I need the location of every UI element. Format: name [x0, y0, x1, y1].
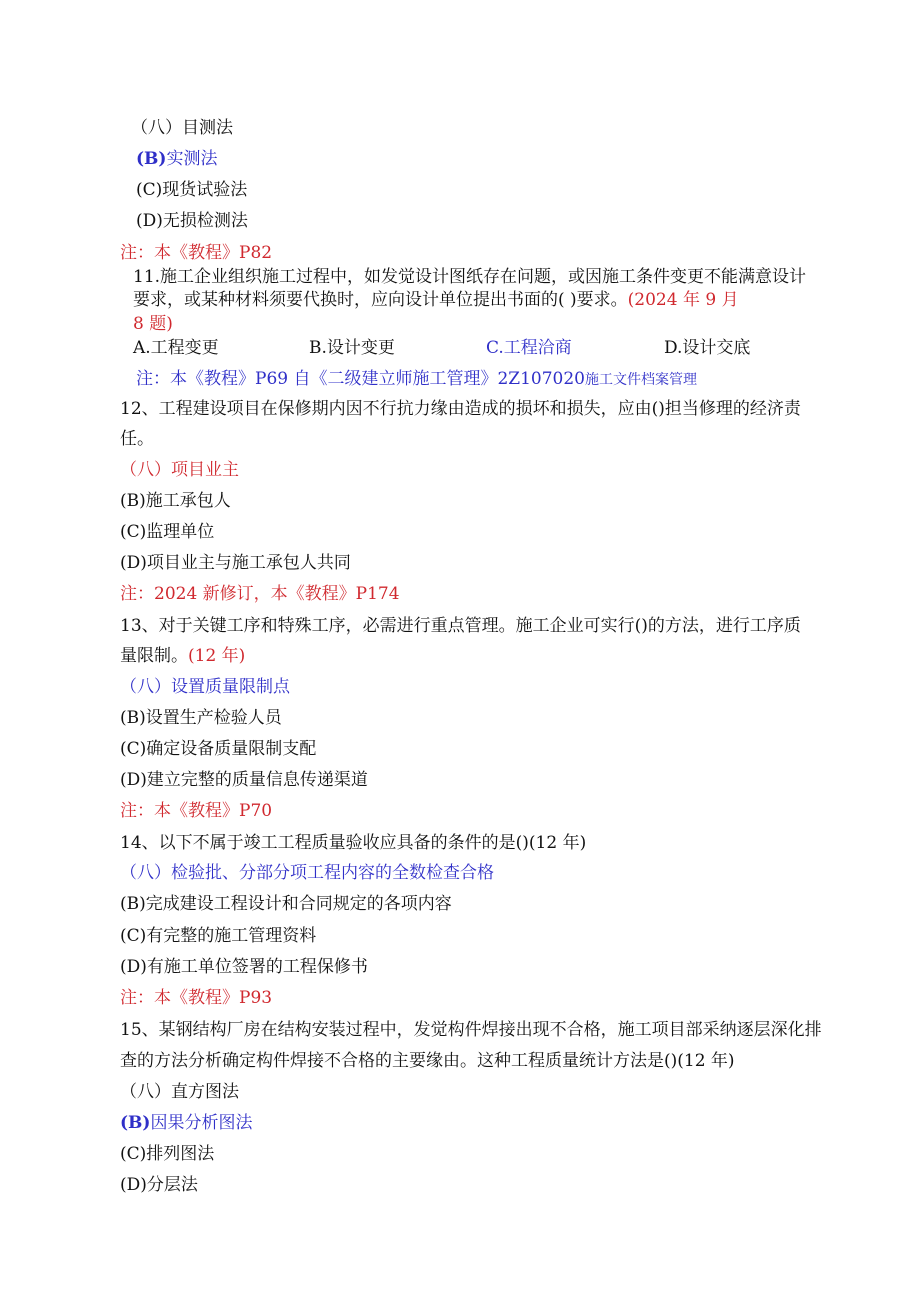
q11-stem-line3: 8 题) — [133, 314, 173, 334]
q14-stem: 14、以下不属于竣工工程质量验收应具备的条件的是()(12 年) — [120, 833, 587, 853]
q15-option-c: (C)排列图法 — [120, 1144, 215, 1164]
q12-stem-line2: 任。 — [120, 429, 154, 449]
q10-option-b-text: 实测法 — [166, 149, 218, 169]
q14-option-b: (B)完成建设工程设计和合同规定的各项内容 — [120, 894, 452, 914]
q12-note: 注：2024 新修订，本《教程》P174 — [120, 584, 400, 604]
q12-option-c: (C)监理单位 — [120, 522, 215, 542]
q11-option-d: D.设计交底 — [664, 338, 751, 358]
q15-option-b-text: 因果分析图法 — [150, 1113, 253, 1133]
q11-note — [136, 368, 697, 391]
q13-stem-line1: 13、对于关键工序和特殊工序，必需进行重点管理。施工企业可实行()的方法，进行工序质 — [120, 616, 801, 636]
q11-note-main: 注：本《教程》P69 自《二级建立师施工管理》2Z107020 — [136, 369, 585, 389]
q14-note: 注：本《教程》P93 — [120, 988, 273, 1008]
q15-option-a: （八）直方图法 — [120, 1082, 239, 1102]
q12-option-a: （八）项目业主 — [120, 460, 239, 480]
q11-option-a: A.工程变更 — [133, 338, 219, 358]
q13-option-d: (D)建立完整的质量信息传递渠道 — [120, 770, 368, 790]
q11-option-b: B.设计变更 — [309, 338, 395, 358]
q10-option-b — [136, 148, 217, 170]
q12-stem-line1: 12、工程建设项目在保修期内因不行抗力缘由造成的损坏和损失，应由()担当修理的经济责 — [120, 399, 801, 419]
q10-note: 注：本《教程》P82 — [120, 243, 273, 263]
q10-option-a: （八）目测法 — [131, 118, 233, 138]
q11-stem-line1: 11.施工企业组织施工过程中，如发觉设计图纸存在问题，或因施工条件变更不能满意设计 — [133, 267, 807, 287]
q12-option-d: (D)项目业主与施工承包人共同 — [120, 553, 351, 573]
q15-option-d: (D)分层法 — [120, 1175, 198, 1195]
q13-option-a: （八）设置质量限制点 — [120, 677, 290, 697]
q13-year-tag: (12 年) — [188, 646, 246, 666]
q11-year-tag: (2024 年 9 月 — [627, 290, 739, 310]
q10-option-c: (C)现货试验法 — [136, 180, 248, 200]
q15-option-b-letter: (B) — [120, 1113, 151, 1133]
q12-option-b: (B)施工承包人 — [120, 491, 231, 511]
q10-option-b-letter: (B) — [136, 149, 167, 169]
q13-option-b: (B)设置生产检验人员 — [120, 708, 282, 728]
q13-stem-line2 — [120, 645, 245, 667]
q14-option-a: （八）检验批、分部分项工程内容的全数检查合格 — [120, 863, 494, 883]
q13-stem-line2-text: 量限制。 — [120, 646, 188, 666]
q10-option-d: (D)无损检测法 — [136, 211, 248, 231]
q14-option-d: (D)有施工单位签署的工程保修书 — [120, 957, 368, 977]
q15-stem-line2: 查的方法分析确定构件焊接不合格的主要缘由。这种工程质量统计方法是()(12 年) — [120, 1051, 735, 1071]
q11-stem-line2-text: 要求，或某种材料须要代换时，应向设计单位提出书面的( )要求。 — [133, 290, 628, 310]
q11-note-small: 施工文件档案管理 — [585, 372, 697, 388]
q11-option-c: C.工程洽商 — [486, 338, 572, 358]
q14-option-c: (C)有完整的施工管理资料 — [120, 926, 317, 946]
q11-stem-line2 — [133, 289, 739, 311]
q15-option-b — [120, 1112, 252, 1134]
q13-option-c: (C)确定设备质量限制支配 — [120, 739, 317, 759]
q15-stem-line1: 15、某钢结构厂房在结构安装过程中，发觉构件焊接出现不合格，施工项目部采纳逐层深化排 — [120, 1020, 822, 1040]
q13-note: 注：本《教程》P70 — [120, 801, 273, 821]
